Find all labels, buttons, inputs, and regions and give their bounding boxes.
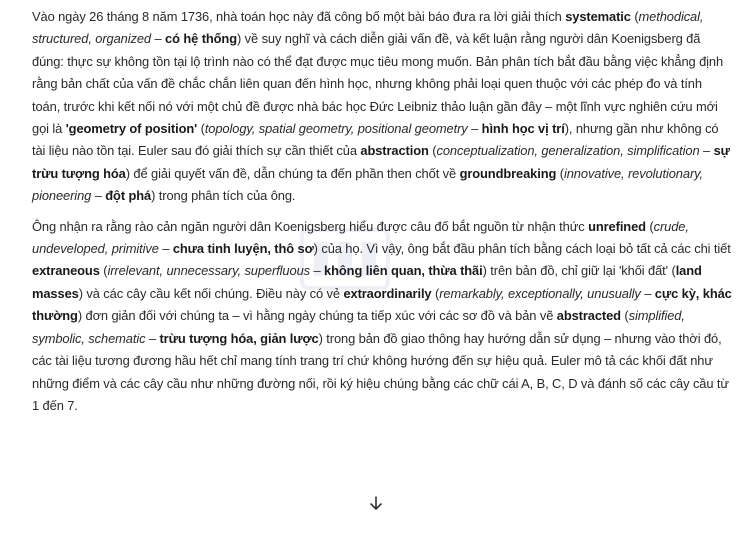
bold-term: extraordinarily [343,285,432,301]
bold-term: systematic [565,9,631,24]
paragraph-2 [32,216,732,418]
text-run: ( [99,263,108,279]
bold-term: unrefined [588,218,646,234]
bold-term: sự trừu tượng hóa [32,143,730,181]
bold-term: abstraction [360,143,429,159]
bold-term: 'geometry of position' [65,121,198,137]
text-run: ) về suy nghĩ và cách diễn giải vấn đề, và kết luận rằng người dân Koenigsberg đã đúng: thực sự không tồn tại lộ trình nào có thể đạt được mục tiêu mong muốn. Bản phân tích bắt đầu bằng việc khẳng định rằng bản chất của vấn đề chắc chắn liên quan đến hình học, nhưng không phải loại quen thuộc với các phép đo và tính toán, trước khi kết nối nó với một chủ đề được nhà bác học Đức Leibniz thảo luận gần đây – một lĩnh vực nghiên cứu mới gọi là [32,31,724,137]
text-run: ( [431,285,440,301]
italic-synonyms: topology, spatial geometry, positional geometry [204,121,468,137]
text-run: – [151,31,166,47]
text-run: ), nhưng gần như không có tài liệu nào tồn tại. Euler sau đó giải thích sự cần thiết của [32,121,719,159]
italic-synonyms: crude, undeveloped, primitive [32,218,689,257]
text-run: ) trong phân tích của ông. [151,188,296,204]
bold-term: có hệ thống [165,31,237,47]
bold-term: hình học vị trí [481,121,565,137]
text-run: ) đơn giản đối với chúng ta – vì hằng ngày chúng ta tiếp xúc với các sơ đồ và bản vẽ [77,308,557,324]
text-run: ( [645,218,654,234]
text-run: Ông nhận ra rằng rào cản ngăn người dân Koenigsberg hiểu được câu đố bắt nguồn từ nhận thức [32,218,589,234]
text-run: – [640,285,655,301]
bold-term: groundbreaking [459,165,557,181]
text-run: – [158,241,173,257]
text-run: ) trong bản đồ giao thông hay hướng dẫn sử dụng – nhưng vào thời đó, các tài liệu tương đương hầu hết chỉ mang tính trang trí chứ không hướng đến sự hiệu quả. Euler mô tả các khối đất như những điểm và các cây cầu như những đường nối, rồi ký hiệu chúng bằng các chữ cái A, B, C, D và đánh số các cây cầu từ 1 đến 7. [32,330,729,413]
text-run: ) và các cây cầu kết nối chúng. Điều này có vẻ [78,285,344,301]
text-run: ( [620,308,629,324]
bold-term: đột phá [105,188,152,204]
italic-synonyms: innovative, revolutionary, pioneering [32,165,704,204]
text-run: – [699,143,714,159]
text-run: – [467,121,482,137]
bold-term: extraneous [32,263,100,279]
text-run: Vào ngày 26 tháng 8 năm 1736, nhà toán học này đã công bố một bài báo đưa ra lời giải thích [32,9,566,24]
text-run: – [145,330,160,346]
article-body [32,6,732,417]
italic-synonyms: conceptualization, generalization, simplification [436,143,700,159]
text-run: ) trên bản đồ, chỉ giữ lại 'khối đất' ( [482,263,676,279]
text-run: ( [556,165,564,181]
bold-term: trừu tượng hóa, giản lược [159,330,319,346]
bold-term: không liên quan, thừa thãi [324,263,483,279]
text-run: ) của họ. Vì vậy, ông bắt đầu phân tích bằng cách loại bỏ tất cả các chi tiết [313,241,731,257]
bold-term: cực kỳ, khác thường [32,285,732,324]
text-run: ( [197,121,205,137]
italic-synonyms: irrelevant, unnecessary, superfluous [107,263,310,279]
bold-term: abstracted [556,308,621,324]
italic-synonyms: methodical, structured, organized [32,9,704,47]
text-run: ( [428,143,437,159]
text-run: ( [630,9,639,24]
text-run: – [310,263,325,279]
paragraph-1 [32,6,732,208]
bold-term: chưa tinh luyện, thô sơ [172,241,314,257]
text-run: – [91,188,106,204]
italic-synonyms: remarkably, exceptionally, unusually [439,285,641,301]
bold-term: land masses [32,263,702,301]
arrow-down-icon[interactable] [369,496,383,512]
italic-synonyms: simplified, symbolic, schematic [32,308,685,346]
text-run: ) để giải quyết vấn đề, dẫn chúng ta đến phần then chốt về [125,165,460,181]
